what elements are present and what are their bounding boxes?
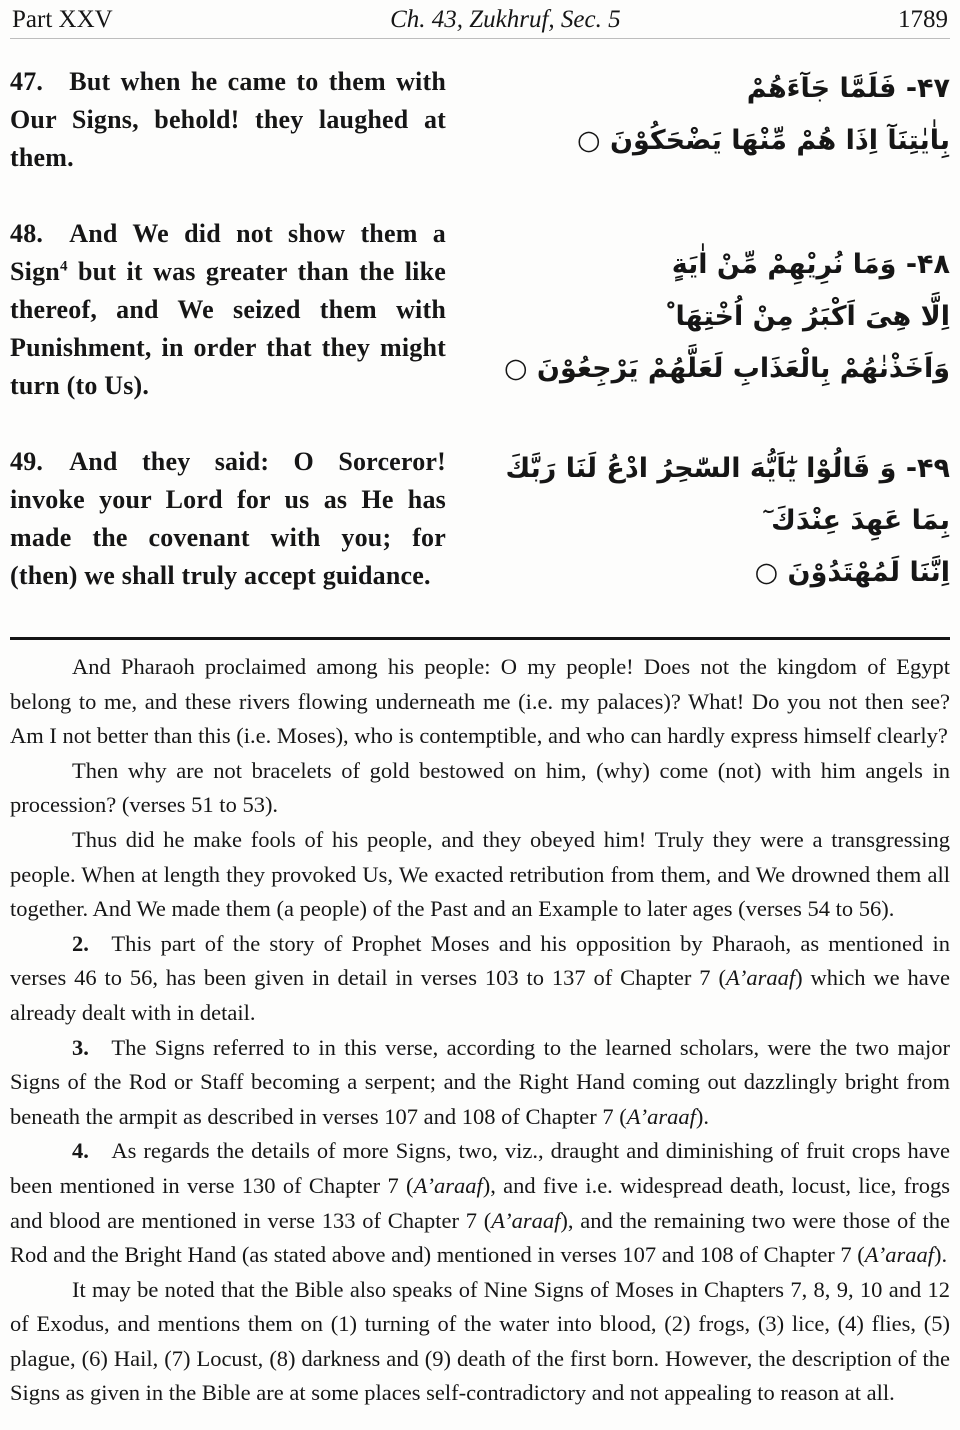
commentary-paragraph-7 bbox=[10, 1273, 950, 1411]
text-segment: This part of the story of Prophet Moses and his opposition by Pharaoh, as mentioned in verses 46 to 56, has been given in detail in verses 103 to 137 of Chapter 7 ( bbox=[10, 930, 950, 991]
text-segment: 49. And they said: O Sorceror! invoke your Lord for us as He has made the covenant with you; for (then) we shall truly accept guidance. bbox=[10, 447, 446, 590]
page-number: 1789 bbox=[897, 6, 948, 33]
part-label: Part XXV bbox=[12, 6, 113, 33]
verse-english-47 bbox=[10, 63, 446, 177]
commentary-paragraph-2 bbox=[10, 754, 950, 823]
arabic-line: بِاٰيٰتِنَآ اِذَا هُمْ مِّنْهَا يَضْحَكُوْنَ ○ bbox=[577, 125, 950, 156]
text-segment: Then why are not bracelets of gold bestowed on him, (why) come (not) with him angels in procession? (verses 51 to 53). bbox=[10, 757, 950, 818]
arabic-line: اِلَّا هِىَ اَكْبَرُ مِنْ اُخْتِهَا ْ bbox=[666, 301, 950, 332]
text-segment: ) which we have already dealt with in detail. bbox=[10, 965, 950, 1025]
text-segment: 47. But when he came to them with Our Signs, behold! they laughed at them. bbox=[10, 67, 446, 172]
arabic-line: اِنَّنَا لَمُهْتَدُوْنَ ○ bbox=[754, 557, 950, 588]
commentary-paragraph-4 bbox=[10, 927, 950, 1031]
commentary-paragraph-1 bbox=[10, 650, 950, 754]
verse-arabic-49 bbox=[446, 443, 950, 599]
arabic-line: ۴۷- فَلَمَّا جَآءَهُمْ bbox=[746, 73, 950, 104]
arabic-line: ۴۸- وَمَا نُرِيْهِمْ مِّنْ اٰيَةٍ bbox=[671, 249, 950, 280]
arabic-line: ۴۹- وَ قَالُوْا يٰٓاَيُّهَ السّٰحِرُ ادْعُ لَنَا رَبَّكَ bbox=[505, 453, 950, 484]
verses-section bbox=[10, 39, 950, 599]
text-segment: but it was greater than the like thereof, and We seized them with Punishment, in order that they might turn (to Us). bbox=[10, 257, 446, 400]
text-segment: 3. bbox=[72, 1034, 89, 1060]
verse-arabic-48 bbox=[446, 215, 950, 405]
text-segment: It may be noted that the Bible also speaks of Nine Signs of Moses in Chapters 7, 8, 9, 10 and 12 of Exodus, and mentions them on (1) turning of the water into blood, (2) frogs, (3) lice, (4) flies, (5) plague, (6) Hail, (7) Locust, (8) darkness and (9) death of the first born. However, the description of the Signs as given in the Bible are at some places self-contradictory and not appealing to reason at all. bbox=[10, 1276, 950, 1406]
text-segment: A’araaf bbox=[626, 1103, 696, 1129]
section-divider bbox=[10, 637, 950, 640]
verse-row-47 bbox=[10, 63, 950, 177]
verse-row-48 bbox=[10, 215, 950, 405]
verse-row-49 bbox=[10, 443, 950, 599]
arabic-line: وَاَخَذْنٰهُمْ بِالْعَذَابِ لَعَلَّهُمْ يَرْجِعُوْنَ ○ bbox=[503, 353, 950, 384]
commentary-paragraph-3 bbox=[10, 823, 950, 927]
text-segment: A’araaf bbox=[864, 1242, 934, 1268]
text-segment: ). bbox=[695, 1103, 709, 1129]
commentary-paragraph-6 bbox=[10, 1134, 950, 1272]
text-segment: 2. bbox=[72, 930, 89, 956]
commentary-section bbox=[10, 650, 950, 1411]
running-header bbox=[10, 4, 950, 38]
text-segment: ), and the remaining two were those of the Rod and the Bright Hand (as stated above and) mentioned in verses 107 and 108 of Chapter 7 ( bbox=[10, 1207, 950, 1268]
verse-english-48 bbox=[10, 215, 446, 405]
text-segment: 4. bbox=[72, 1138, 89, 1164]
text-segment: 4 bbox=[59, 258, 68, 275]
text-segment: A’araaf bbox=[491, 1207, 561, 1233]
verse-english-49 bbox=[10, 443, 446, 599]
verse-arabic-47 bbox=[446, 63, 950, 177]
chapter-title: Ch. 43, Zukhruf, Sec. 5 bbox=[390, 6, 621, 33]
text-segment: A’araaf bbox=[725, 965, 796, 991]
text-segment: ), and five i.e. widespread death, locust, lice, frogs and blood are mentioned in verse 133 of Chapter 7 ( bbox=[10, 1172, 950, 1233]
text-segment: As regards the details of more Signs, two, viz., draught and diminishing of fruit crops have been mentioned in verse 130 of Chapter 7 ( bbox=[10, 1138, 950, 1198]
commentary-paragraph-5 bbox=[10, 1031, 950, 1135]
text-segment: ). bbox=[933, 1242, 948, 1268]
arabic-line: بِمَا عَهِدَ عِنْدَكَ ٓ bbox=[761, 505, 950, 536]
text-segment: 48. And We did not show them a Sign bbox=[10, 219, 446, 286]
text-segment: And Pharaoh proclaimed among his people: O my people! Does not the kingdom of Egypt belong to me, and these rivers flowing underneath me (i.e. my palaces)? What! Do you not then see? Am I not better than this (i.e. Moses), who is contemptible, and who can hardly express himself clearly? bbox=[10, 654, 950, 749]
text-segment: The Signs referred to in this verse, according to the learned scholars, were the two major Signs of the Rod or Staff becoming a serpent; and the Right Hand coming out dazzlingly bright from beneath the armpit as described in verses 107 and 108 of Chapter 7 ( bbox=[10, 1034, 950, 1129]
text-segment: A’araaf bbox=[413, 1172, 483, 1198]
text-segment: Thus did he make fools of his people, and they obeyed him! Truly they were a transgressing people. When at length they provoked Us, We exacted retribution from them, and We drowned them all together. And We made them (a people) of the Past and an Example to later ages (verses 54 to 56). bbox=[10, 826, 950, 922]
